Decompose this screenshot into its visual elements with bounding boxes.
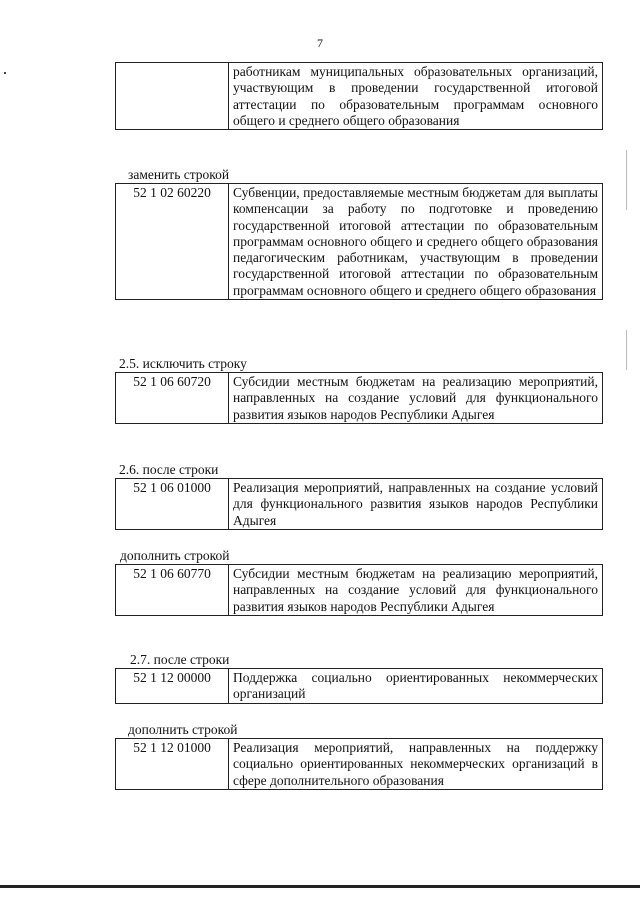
- instruction-heading: [120, 548, 229, 563]
- budget-row: [115, 372, 603, 424]
- budget-row: [115, 668, 603, 704]
- budget-description-cell: Реализация мероприятий, направленных на поддержку социально ориентированных некоммерческих организаций в сфере дополнительного образования: [229, 739, 603, 790]
- budget-code-cell: 52 1 12 01000: [116, 739, 229, 790]
- instruction-heading: [128, 167, 229, 182]
- instruction-heading: [130, 652, 229, 667]
- instruction-heading-text: 2.7. после строки: [130, 652, 230, 667]
- budget-code-cell: [116, 63, 229, 130]
- instruction-heading-text: 2.5. исключить строку: [119, 356, 247, 371]
- instruction-heading-text: заменить строкой: [128, 167, 230, 182]
- budget-code-cell: 52 1 06 60770: [116, 565, 229, 616]
- budget-row: [115, 738, 603, 790]
- instruction-heading: [128, 722, 237, 737]
- instruction-heading: [119, 356, 247, 371]
- budget-row: [115, 478, 603, 530]
- budget-description-cell: Поддержка социально ориентированных некоммерческих организаций: [229, 669, 603, 704]
- budget-code-cell: 52 1 06 60720: [116, 373, 229, 424]
- budget-code-cell: 52 1 06 01000: [116, 479, 229, 530]
- budget-code-cell: 52 1 12 00000: [116, 669, 229, 704]
- scan-speck: [4, 72, 6, 74]
- budget-description-cell: Субсидии местным бюджетам на реализацию мероприятий, направленных на создание условий для функционального развития языков народов Республики Адыгея: [229, 373, 603, 424]
- budget-description-cell: Субвенции, предоставляемые местным бюджетам для выплаты компенсации за работу по подготовке и проведению государственной итоговой аттестации по образовательным программам основного общего и среднего общего образования педагогическим работникам, участвующим в проведении государственной итоговой аттестации по образовательным программам основного общего и среднего общего образования: [229, 184, 603, 300]
- budget-code-cell: 52 1 02 60220: [116, 184, 229, 300]
- instruction-heading: [119, 462, 218, 477]
- margin-mark: [626, 330, 627, 370]
- page-number: 7: [317, 36, 323, 50]
- budget-description-cell: Субсидии местным бюджетам на реализацию мероприятий, направленных на создание условий для функционального развития языков народов Республики Адыгея: [229, 565, 603, 616]
- budget-row: [115, 564, 603, 616]
- margin-mark: [626, 150, 627, 210]
- budget-description-cell: Реализация мероприятий, направленных на создание условий для функционального развития языков народов Республики Адыгея: [229, 479, 603, 530]
- instruction-heading-text: дополнить строкой: [120, 548, 230, 563]
- instruction-heading-text: дополнить строкой: [128, 722, 238, 737]
- budget-row: [115, 183, 603, 300]
- budget-description-cell: работникам муниципальных образовательных организаций, участвующим в проведении государственной итоговой аттестации по образовательным программам основного общего и среднего общего образования: [229, 63, 603, 130]
- scan-bottom-border: [0, 885, 640, 888]
- budget-row-continued: [115, 62, 603, 130]
- instruction-heading-text: 2.6. после строки: [119, 462, 219, 477]
